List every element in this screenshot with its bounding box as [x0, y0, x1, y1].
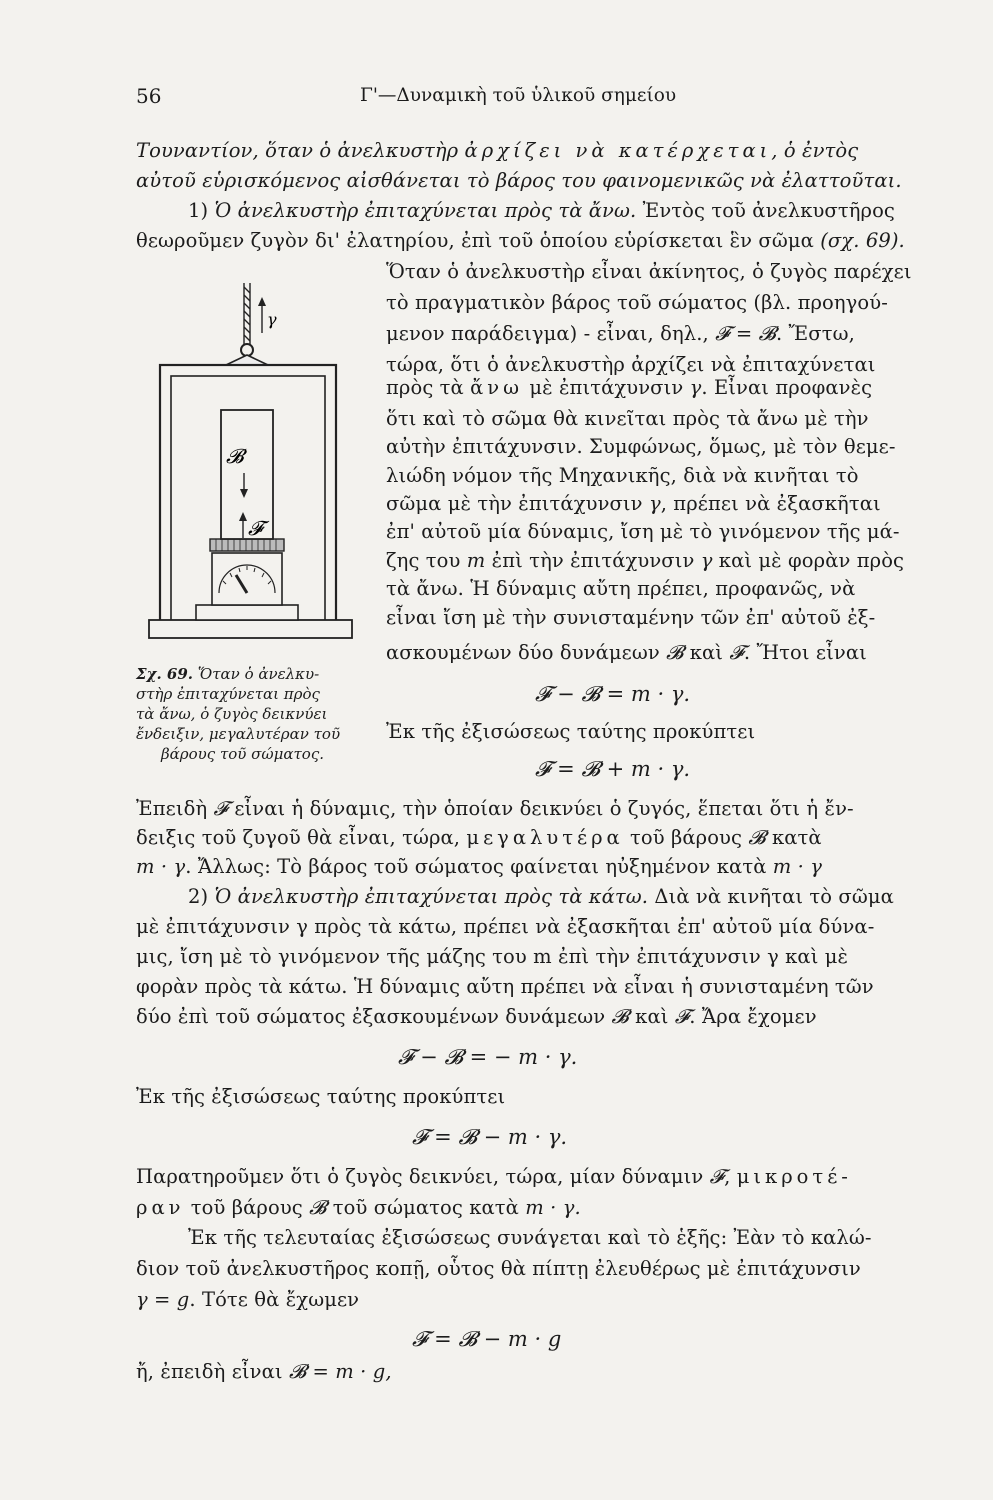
acceleration-arrow — [258, 297, 266, 333]
running-head: Γ'—Δυναμικὴ τοῦ ὑλικοῦ σημείου — [360, 85, 677, 106]
text-line: γ = g. Τότε θὰ ἔχωμεν — [136, 1288, 360, 1311]
text-line: ἤ, ἐπειδὴ εἶναι 𝓑 = m · g, — [136, 1360, 392, 1383]
force-label: 𝓕 — [248, 516, 263, 540]
figure-caption-line: βάρους τοῦ σώματος. — [161, 745, 325, 763]
text-line: μις, ἴση μὲ τὸ γινόμενον τῆς μάζης του m ἐπὶ τὴν ἐπιτάχυνσιν γ καὶ μὲ — [136, 945, 849, 968]
text-line: m · γ. Ἄλλως: Τὸ βάρος τοῦ σώματος φαίνεται ηὐξημένον κατὰ m · γ — [136, 855, 823, 878]
text-line: σῶμα μὲ τὴν ἐπιτάχυνσιν γ, πρέπει νὰ ἐξασκῆται — [386, 492, 881, 515]
text-line: τὸ πραγματικὸν βάρος τοῦ σώματος (βλ. προηγού- — [386, 291, 888, 314]
text-line: Ὅταν ὁ ἀνελκυστὴρ εἶναι ἀκίνητος, ὁ ζυγὸς παρέχει — [386, 260, 912, 283]
text-line: Τουναντίον, ὅταν ὁ ἀνελκυστὴρ ἀρχίζει νὰ κατέρχεται, ὁ ἐντὸς — [136, 139, 859, 162]
cabin-floor — [149, 620, 352, 638]
figure-caption-line: τὰ ἄνω, ὁ ζυγὸς δεικνύει — [136, 705, 328, 723]
text-line: Ἐκ τῆς τελευταίας ἐξισώσεως συνάγεται καὶ τὸ ἑξῆς: Ἐὰν τὸ καλώ- — [188, 1226, 872, 1249]
text-line: Ἐκ τῆς ἐξισώσεως ταύτης προκύπτει — [136, 1085, 506, 1108]
text-line: ζης του m ἐπὶ τὴν ἐπιτάχυνσιν γ καὶ μὲ φορὰν πρὸς — [386, 549, 905, 572]
equation: 𝓕 = 𝓑 + m · γ. — [535, 757, 691, 781]
text-line: ραν τοῦ βάρους 𝓑 τοῦ σώματος κατὰ m · γ. — [136, 1196, 581, 1219]
text-line: ασκουμένων δύο δυνάμεων 𝓑 καὶ 𝓕. Ἤτοι εἶναι — [386, 641, 867, 664]
text-line: αὐτὴν ἐπιτάχυνσιν. Συμφώνως, ὅμως, μὲ τὸν θεμε- — [386, 435, 896, 458]
hook-mount — [226, 355, 268, 365]
text-line: εἶναι ἴση μὲ τὴν συνισταμένην τῶν ἐπ' αὐτοῦ ἐξ- — [386, 606, 876, 629]
equation: 𝓕 − 𝓑 = − m · γ. — [398, 1045, 578, 1069]
rope — [244, 283, 250, 345]
text-line: Ἐκ τῆς ἐξισώσεως ταύτης προκύπτει — [386, 720, 756, 743]
text-line: ἐπ' αὐτοῦ μία δύναμις, ἴση μὲ τὸ γινόμενον τῆς μά- — [386, 520, 900, 543]
page-number: 56 — [136, 84, 162, 108]
text-line: δειξις τοῦ ζυγοῦ θὰ εἶναι, τώρα, μεγαλυτέρα τοῦ βάρους 𝓑 κατὰ — [136, 826, 822, 849]
text-line: λιώδη νόμον τῆς Μηχανικῆς, διὰ νὰ κινῆται τὸ — [386, 464, 859, 487]
figure-caption-line: στὴρ ἐπιταχύνεται πρὸς — [136, 685, 320, 703]
text-line: μενον παράδειγμα) - εἶναι, δηλ., 𝓕 = 𝓑. Ἔστω, — [386, 322, 855, 345]
text-line: τὰ ἄνω. Ἡ δύναμις αὔτη πρέπει, προφανῶς, νὰ — [386, 577, 856, 600]
text-line: φορὰν πρὸς τὰ κάτω. Ἡ δύναμις αὔτη πρέπει νὰ εἶναι ἡ συνισταμένη τῶν — [136, 975, 874, 998]
text-line: ὅτι καὶ τὸ σῶμα θὰ κινεῖται πρὸς τὰ ἄνω μὲ τὴν — [386, 407, 869, 430]
text-line: θεωροῦμεν ζυγὸν δι' ἐλατηρίου, ἐπὶ τοῦ ὁποίου εὑρίσκεται ἓν σῶμα (σχ. 69). — [136, 229, 905, 252]
figure-caption: Σχ. 69. Ὅταν ὁ ἀνελκυ- — [136, 665, 320, 683]
gamma-label: γ — [267, 310, 277, 329]
text-line: πρὸς τὰ ἄνω μὲ ἐπιτάχυνσιν γ. Εἶναι προφανὲς — [386, 376, 873, 399]
text-line: δύο ἐπὶ τοῦ σώματος ἐξασκουμένων δυνάμεων 𝓑 καὶ 𝓕. Ἄρα ἔχομεν — [136, 1005, 817, 1028]
elevator-figure — [144, 275, 362, 655]
text-line: διον τοῦ ἀνελκυστῆρος κοπῇ, οὗτος θὰ πίπτῃ ἐλευθέρως μὲ ἐπιτάχυνσιν — [136, 1257, 861, 1280]
equation: 𝓕 = 𝓑 − m · g — [412, 1327, 562, 1351]
scale-pan — [210, 539, 284, 551]
text-line: Παρατηροῦμεν ὅτι ὁ ζυγὸς δεικνύει, τώρα, μίαν δύναμιν 𝓕, μικροτέ- — [136, 1165, 852, 1188]
text-line: 1) Ὁ ἀνελκυστὴρ ἐπιταχύνεται πρὸς τὰ ἄνω. Ἐντὸς τοῦ ἀνελκυστῆρος — [188, 199, 895, 222]
equation: 𝓕 = 𝓑 − m · γ. — [412, 1125, 568, 1149]
text-line: μὲ ἐπιτάχυνσιν γ πρὸς τὰ κάτω, πρέπει νὰ ἐξασκῆται ἐπ' αὐτοῦ μία δύνα- — [136, 915, 875, 938]
weight-label: 𝓑 — [226, 444, 244, 468]
body-block — [221, 410, 273, 539]
text-line: 2) Ὁ ἀνελκυστὴρ ἐπιταχύνεται πρὸς τὰ κάτω. Διὰ νὰ κινῆται τὸ σῶμα — [188, 885, 894, 908]
text-line: Ἐπειδὴ 𝓕 εἶναι ἡ δύναμις, τὴν ὁποίαν δεικνύει ὁ ζυγός, ἕπεται ὅτι ἡ ἔν- — [136, 797, 854, 820]
figure-caption-line: ἔνδειξιν, μεγαλυτέραν τοῦ — [136, 725, 341, 743]
text-line: αὐτοῦ εὑρισκόμενος αἰσθάνεται τὸ βάρος του φαινομενικῶς νὰ ἐλαττοῦται. — [136, 169, 902, 192]
scale-base — [196, 605, 298, 620]
equation: 𝓕 − 𝓑 = m · γ. — [535, 682, 691, 706]
text-line: τώρα, ὅτι ὁ ἀνελκυστὴρ ἀρχίζει νὰ ἐπιταχύνεται — [386, 353, 876, 376]
